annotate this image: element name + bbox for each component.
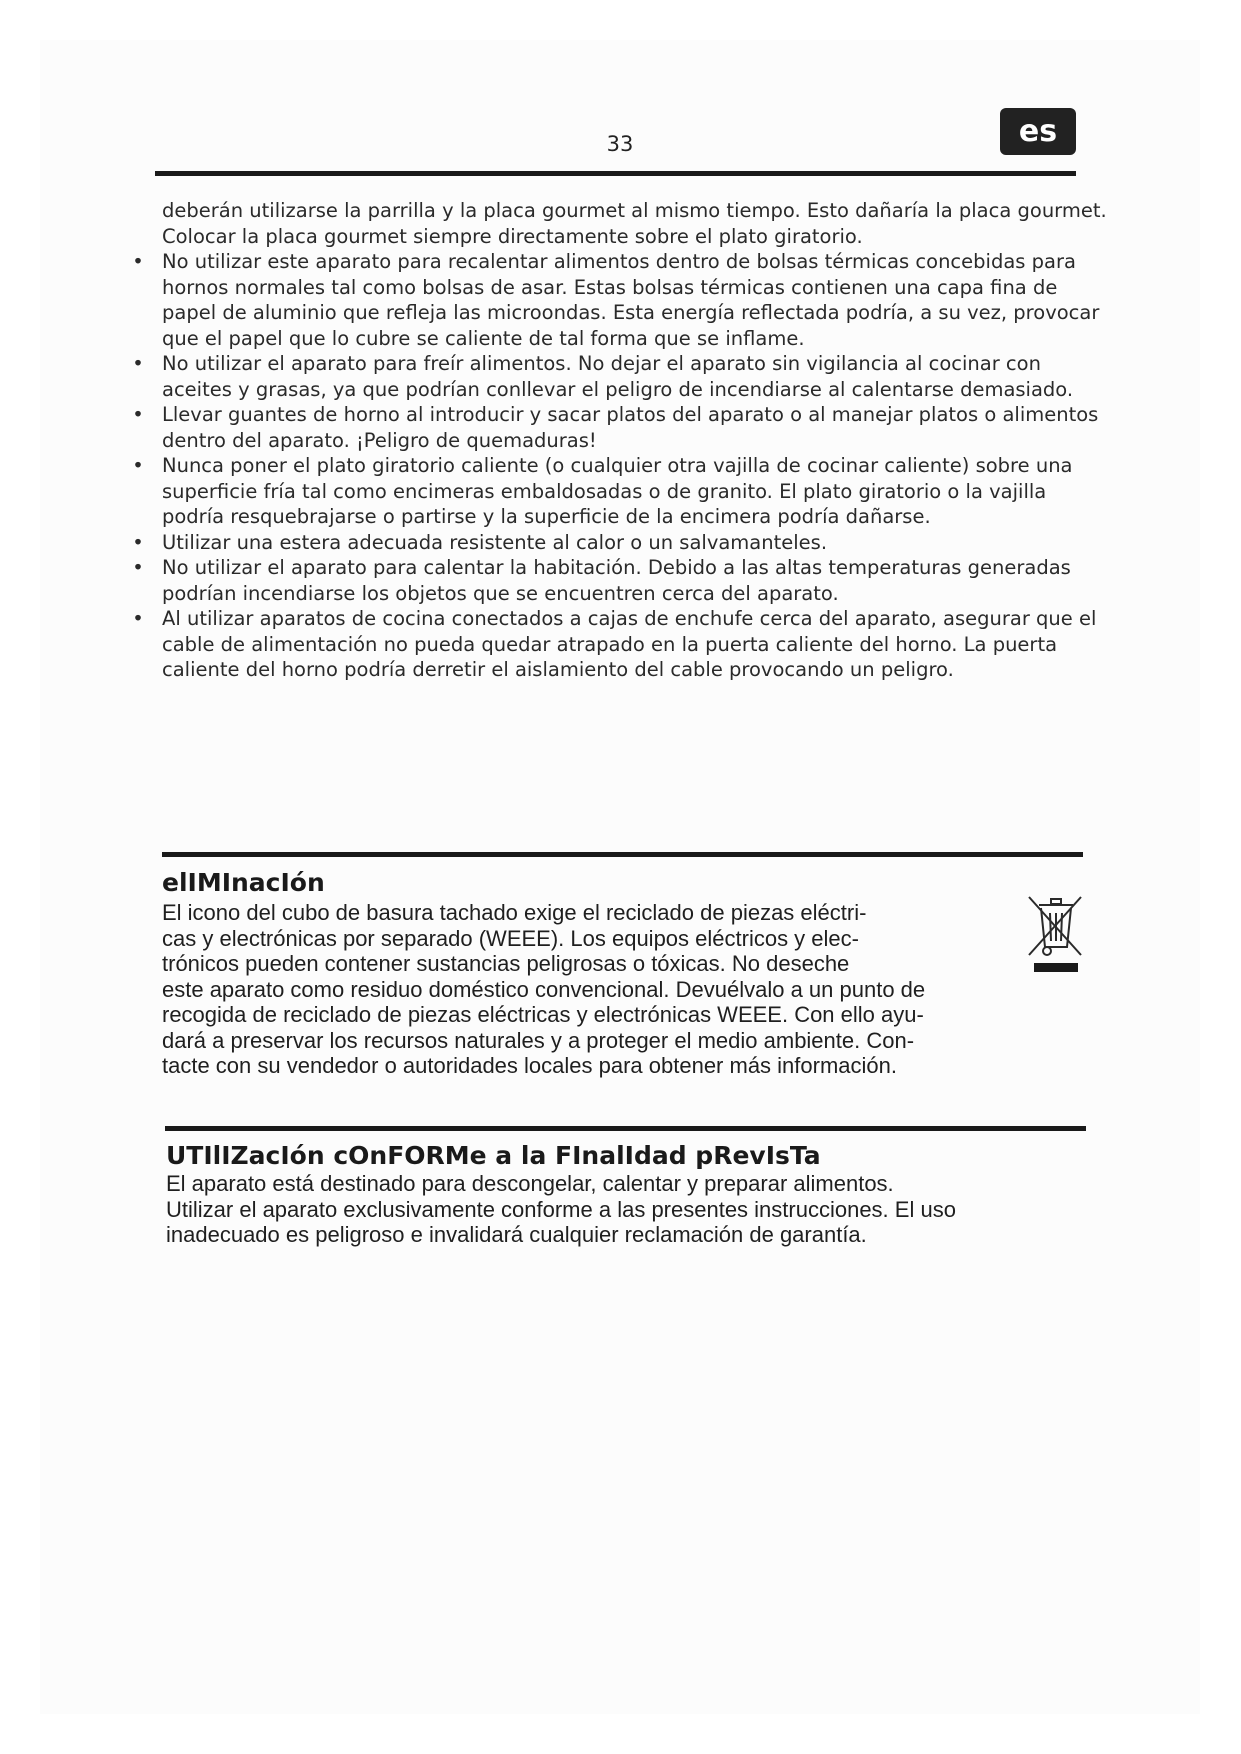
- crossed-out-wheelie-bin-icon: [1025, 893, 1085, 975]
- safety-item-text: No utilizar el aparato para calentar la habitación. Debido a las altas temperaturas generadas podrían incendiarse los objetos que se encuentren cerca del aparato.: [162, 556, 1071, 605]
- safety-continuation: deberán utilizarse la parrilla y la placa gourmet al mismo tiempo. Esto dañaría la placa gourmet. Colocar la placa gourmet siempre directamente sobre el plato giratorio.: [162, 199, 1107, 248]
- bullet: •: [132, 607, 144, 630]
- intended-use-divider: [165, 1126, 1086, 1131]
- bullet: •: [132, 250, 144, 273]
- disposal-line: dará a preservar los recursos naturales y a proteger el medio ambiente. Con-: [162, 1027, 915, 1053]
- bullet: •: [132, 352, 144, 375]
- intended-use-line: inadecuado es peligroso e invalidará cualquier reclamación de garantía.: [166, 1222, 867, 1247]
- disposal-line: El icono del cubo de basura tachado exige el reciclado de piezas eléctri-: [162, 900, 867, 925]
- bullet: •: [132, 556, 144, 579]
- safety-item: [130, 606, 1110, 683]
- bullet: •: [132, 530, 144, 554]
- safety-item-text: Nunca poner el plato giratorio caliente (o cualquier otra vajilla de cocinar caliente) sobre una superficie fría tal como encimeras embaldosadas o de granito. El plato giratorio o la vajilla podría resquebrajarse o partirse y la superficie de la encimera podría dañarse.: [162, 454, 1073, 528]
- intended-use-heading: UTIlIZacIón cOnFORMe a la FInalIdad pRevIsTa: [166, 1141, 821, 1170]
- page-number: 33: [606, 132, 634, 156]
- intended-use-line: Utilizar el aparato exclusivamente conforme a las presentes instrucciones. El uso: [166, 1196, 956, 1222]
- disposal-line: cas y electrónicas por separado (WEEE). Los equipos eléctricos y elec-: [162, 925, 859, 951]
- safety-item: [130, 453, 1110, 530]
- intended-use-text: [166, 1171, 1106, 1248]
- disposal-divider: [162, 852, 1083, 857]
- disposal-line: este aparato como residuo doméstico convencional. Devuélvalo a un punto de: [162, 976, 926, 1002]
- safety-instructions: [130, 198, 1110, 683]
- disposal-lines-beside-icon: [162, 900, 1007, 977]
- safety-item-text: No utilizar este aparato para recalentar alimentos dentro de bolsas térmicas concebidas para hornos normales tal como bolsas de asar. Estas bolsas térmicas contienen una capa fina de papel de aluminio que refleja las microondas. Esta energía reflectada podría, a su vez, provocar que el papel que lo cubre se caliente de tal forma que se inflame.: [162, 250, 1100, 350]
- safety-item: [130, 249, 1110, 351]
- header-divider: [155, 171, 1076, 176]
- disposal-lines-full: [162, 977, 1082, 1079]
- disposal-heading: elIMInacIón: [162, 868, 325, 897]
- safety-item: [130, 351, 1110, 402]
- safety-item-text: Utilizar una estera adecuada resistente al calor o un salvamanteles.: [162, 530, 828, 554]
- safety-item-text: Llevar guantes de horno al introducir y sacar platos del aparato o al manejar platos o alimentos dentro del aparato. ¡Peligro de quemaduras!: [162, 403, 1099, 452]
- disposal-line: trónicos pueden contener sustancias peligrosas o tóxicas. No deseche: [162, 951, 850, 976]
- disposal-line: recogida de reciclado de piezas eléctricas y electrónicas WEEE. Con ello ayu-: [162, 1002, 924, 1027]
- safety-item: [130, 555, 1110, 606]
- bullet: •: [132, 403, 144, 426]
- disposal-text: [162, 900, 1082, 1079]
- safety-item: [130, 402, 1110, 453]
- safety-item-text: No utilizar el aparato para freír alimentos. No dejar el aparato sin vigilancia al cocinar con aceites y grasas, ya que podrían conllevar el peligro de incendiarse al calentarse demasiado.: [162, 352, 1074, 401]
- safety-item-text: Al utilizar aparatos de cocina conectados a cajas de enchufe cerca del aparato, asegurar que el cable de alimentación no pueda quedar atrapado en la puerta caliente del horno. La puerta caliente del horno podría derretir el aislamiento del cable provocando un peligro.: [162, 607, 1097, 681]
- intended-use-line: El aparato está destinado para descongelar, calentar y preparar alimentos.: [166, 1171, 894, 1196]
- disposal-line: tacte con su vendedor o autoridades locales para obtener más información.: [162, 1053, 897, 1078]
- safety-item: [130, 530, 1110, 556]
- language-badge: es: [1000, 108, 1076, 155]
- bullet: •: [132, 454, 144, 477]
- safety-list: [130, 249, 1110, 683]
